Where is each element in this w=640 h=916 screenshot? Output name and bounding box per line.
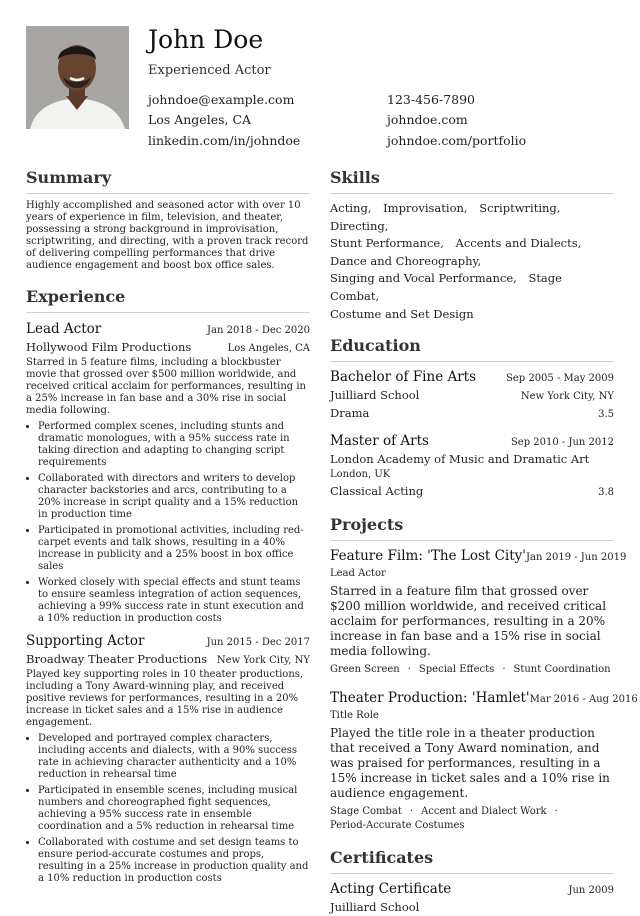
project-dates: Mar 2016 - Aug 2016 <box>529 694 638 706</box>
project-entry <box>330 689 638 833</box>
job-bullet: • Collaborated with directors and writers to develop character backstories and arcs, contributing to a 20% increase in script quality and a 15% reduction in production time <box>38 473 310 521</box>
skills-list <box>330 200 614 323</box>
job-location: New York City, NY <box>216 655 310 666</box>
project-role: Lead Actor <box>330 568 386 580</box>
project-tag: Special Effects <box>418 664 495 676</box>
gpa-value: 3.8 <box>598 487 614 499</box>
school-location: New York City, NY <box>520 391 614 403</box>
education-entry <box>330 368 614 422</box>
education-entry <box>330 432 614 500</box>
job-bullet: • Developed and portrayed complex characters, including accents and dialects, with a 90% success rate in achieving character authenticity and a 10% reduction in rehearsal time <box>38 733 310 781</box>
field-of-study: Classical Acting <box>330 484 424 499</box>
education-dates: Sep 2005 - May 2009 <box>505 373 614 385</box>
job-location: Los Angeles, CA <box>227 343 310 354</box>
skills-section <box>330 167 614 323</box>
section-title-skills: Skills <box>330 167 614 194</box>
education-section <box>330 335 614 500</box>
degree-title: Bachelor of Fine Arts <box>330 369 477 386</box>
skill-item: Acting, <box>330 201 372 215</box>
job-entry <box>26 321 310 625</box>
skill-item: Dance and Choreography, <box>330 253 482 268</box>
project-dates: Jan 2019 - Jun 2019 <box>526 552 627 564</box>
gpa-value: 3.5 <box>598 409 614 421</box>
skill-item: Stage Combat, <box>330 271 562 303</box>
job-bullet: • Collaborated with costume and set design teams to ensure period-accurate costumes and props, resulting in a 25% increase in production quality and a 10% reduction in production costs <box>38 837 310 885</box>
project-description: Starred in a feature film that grossed over $200 million worldwide, and received critical acclaim for performances, resulting in a 20% increase in fan base and a 15% rise in social media following. <box>330 584 607 659</box>
location-text: Los Angeles, CA <box>148 112 252 127</box>
job-company: Hollywood Film Productions <box>26 340 192 354</box>
project-description: Played the title role in a theater production that received a Tony Award nomination, and was praised for performances, resulting in a 15% increase in ticket sales and a 10% rise in audience engagement. <box>330 726 610 801</box>
section-title-education: Education <box>330 335 614 362</box>
section-title-experience: Experience <box>26 286 310 313</box>
project-role: Title Role <box>330 710 379 722</box>
certificate-title: Acting Certificate <box>330 881 452 898</box>
skill-item: Costume and Set Design <box>330 306 474 321</box>
left-column <box>26 167 310 889</box>
linkedin-link[interactable]: linkedin.com/in/johndoe <box>148 133 301 148</box>
portrait-image <box>26 26 129 129</box>
project-tag: Green Screen <box>330 664 400 676</box>
field-of-study: Drama <box>330 406 370 421</box>
profile-photo <box>26 26 129 129</box>
section-title-projects: Projects <box>330 514 614 541</box>
summary-section <box>26 167 310 272</box>
skill-item: Scriptwriting, <box>479 201 561 215</box>
skill-item: Stunt Performance, <box>330 236 444 251</box>
project-tag: Accent and Dialect Work <box>421 806 547 818</box>
project-tag: Stunt Coordination <box>513 664 611 676</box>
section-title-certificates: Certificates <box>330 847 614 874</box>
job-dates: Jan 2018 - Dec 2020 <box>207 325 310 336</box>
skill-item: Accents and Dialects, <box>455 236 582 251</box>
project-tags: Green Screen · Special Effects · Stunt Coordination <box>330 664 611 676</box>
job-title: Supporting Actor <box>26 633 145 649</box>
job-bullets <box>26 733 310 885</box>
job-title: Lead Actor <box>26 321 102 337</box>
certificate-entry <box>330 880 614 916</box>
right-column <box>330 167 638 916</box>
project-entry <box>330 547 627 677</box>
website-link[interactable]: johndoe.com <box>387 112 468 127</box>
email-link[interactable]: johndoe@example.com <box>148 92 295 107</box>
candidate-role: Experienced Actor <box>148 63 271 78</box>
job-bullet: • Performed complex scenes, including stunts and dramatic monologues, with a 95% success rate in taking direction and adapting to changing script requirements <box>38 421 310 469</box>
certificates-section <box>330 847 614 916</box>
school-name: London Academy of Music and Dramatic Art <box>330 452 590 467</box>
phone-number[interactable]: 123-456-7890 <box>387 92 475 107</box>
job-entry <box>26 633 310 885</box>
section-title-summary: Summary <box>26 167 310 194</box>
project-title: Theater Production: 'Hamlet' <box>330 690 530 707</box>
certificate-issuer: Juilliard School <box>330 900 420 915</box>
job-description: Starred in 5 feature films, including a blockbuster movie that grossed over $500 million worldwide, and received critical acclaim for performances, resulting in a 25% increase in fan base and a 30% rise in social media following. <box>26 357 306 416</box>
skill-item: Improvisation, <box>383 201 468 215</box>
project-tags: Stage Combat · Accent and Dialect Work · Period-Accurate Costumes <box>330 806 558 832</box>
project-tag: Stage Combat <box>330 806 402 818</box>
experience-section <box>26 286 310 885</box>
job-bullet: • Worked closely with special effects and stunt teams to ensure seamless integration of action sequences, achieving a 99% success rate in stunt execution and a 10% reduction in production costs <box>38 577 310 625</box>
job-company: Broadway Theater Productions <box>26 652 208 666</box>
candidate-name: John Doe <box>148 25 264 54</box>
education-dates: Sep 2010 - Jun 2012 <box>510 437 614 449</box>
job-description: Played key supporting roles in 10 theater productions, including a Tony Award-winning play, and received positive reviews for performances, resulting in a 20% increase in ticket sales and a 15% rise in audience engagement. <box>26 669 304 728</box>
skill-item: Directing, <box>330 218 389 233</box>
portfolio-link[interactable]: johndoe.com/portfolio <box>387 133 527 148</box>
school-location: London, UK <box>330 469 391 481</box>
projects-section <box>330 514 638 833</box>
job-dates: Jun 2015 - Dec 2017 <box>206 637 310 648</box>
skill-item: Singing and Vocal Performance, <box>330 271 517 286</box>
summary-text: Highly accomplished and seasoned actor with over 10 years of experience in film, television, and theater, possessing a strong background in improvisation, scriptwriting, and directing, with a proven track record of delivering compelling performances that drive audience engagement and boost box office sales. <box>26 200 309 271</box>
project-tag: Period-Accurate Costumes <box>330 820 465 832</box>
degree-title: Master of Arts <box>330 433 429 450</box>
certificate-date: Jun 2009 <box>568 885 614 897</box>
school-name: Juilliard School <box>330 388 420 403</box>
job-bullets <box>26 421 310 625</box>
job-bullet: • Participated in ensemble scenes, including musical numbers and choreographed fight sequences, achieving a 95% success rate in ensemble coordination and a 5% reduction in rehearsal time <box>38 785 310 833</box>
job-bullet: • Participated in promotional activities, including red-carpet events and talk shows, resulting in a 40% increase in publicity and a 25% boost in box office sales <box>38 525 310 573</box>
project-title: Feature Film: 'The Lost City' <box>330 548 527 565</box>
